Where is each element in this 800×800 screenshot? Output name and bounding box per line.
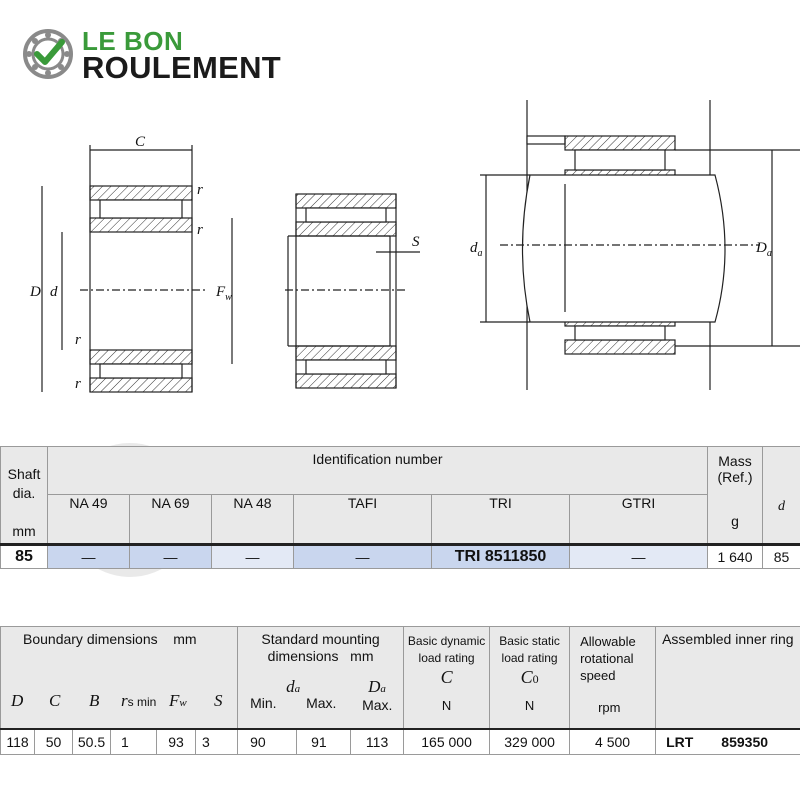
brand-line1: LE BON bbox=[82, 26, 184, 56]
sym-Fw: Fw bbox=[169, 691, 187, 710]
inner-ring-value: LRT 859350 bbox=[656, 729, 800, 755]
mass-value: 1 640 bbox=[708, 545, 763, 569]
series-tri-header: TRI bbox=[432, 495, 570, 545]
sym-Da: Da bbox=[368, 677, 386, 696]
dim-label-D: D bbox=[30, 284, 41, 300]
series-gtri-header: GTRI bbox=[570, 495, 708, 545]
shaft-dia-value: 85 bbox=[1, 545, 48, 569]
dim-label-r-1: r bbox=[197, 182, 203, 198]
sym-D: D bbox=[11, 691, 24, 710]
bearing-check-icon bbox=[22, 28, 74, 80]
Fw-value: 93 bbox=[157, 729, 196, 755]
bore-d-header: d bbox=[763, 447, 800, 545]
sym-B: B bbox=[89, 691, 100, 710]
dim-label-r-4: r bbox=[75, 376, 81, 392]
dimensions-table bbox=[0, 626, 800, 755]
dim-label-d: d bbox=[50, 284, 58, 300]
table-row bbox=[1, 729, 800, 755]
dim-label-r-3: r bbox=[75, 332, 81, 348]
dim-label-S: S bbox=[412, 234, 420, 250]
bore-d-value: 85 bbox=[763, 545, 800, 569]
Da-max-label: Max. bbox=[362, 697, 393, 713]
D-value: 118 bbox=[1, 729, 35, 755]
speed-header: Allowable rotational speed rpm bbox=[570, 627, 656, 729]
dynamic-load-header: Basic dynamic load rating C N bbox=[404, 627, 490, 729]
na69-value: — bbox=[130, 545, 212, 569]
Da-max-value: 113 bbox=[351, 729, 404, 755]
na49-value: — bbox=[48, 545, 130, 569]
dim-label-da: $d_a$ bbox=[470, 240, 483, 259]
series-na69-header: NA 69 bbox=[130, 495, 212, 545]
r-value: 1 bbox=[111, 729, 157, 755]
na48-value: — bbox=[212, 545, 294, 569]
sym-C: C bbox=[49, 691, 61, 710]
dim-label-Fw: $F_w$ bbox=[216, 284, 232, 303]
da-min-label: Min. bbox=[250, 695, 277, 711]
da-max-value: 91 bbox=[297, 729, 351, 755]
series-tafi-header: TAFI bbox=[294, 495, 432, 545]
inner-ring-header: Assembled inner ring bbox=[656, 627, 800, 729]
bearing-section-left bbox=[80, 186, 205, 392]
sym-da: da bbox=[286, 677, 301, 696]
bearing-section-middle bbox=[285, 194, 420, 388]
dynamic-load-value: 165 000 bbox=[404, 729, 490, 755]
tafi-value: — bbox=[294, 545, 432, 569]
bearing-assembly-right bbox=[480, 100, 800, 390]
dim-label-r-2: r bbox=[197, 222, 203, 238]
shaft-dia-header: Shaft dia. mm bbox=[1, 447, 48, 545]
series-na48-header: NA 48 bbox=[212, 495, 294, 545]
static-load-header: Basic static load rating C0 N bbox=[490, 627, 570, 729]
sym-r: rs min bbox=[121, 691, 157, 710]
boundary-dimensions-header: Boundary dimensions mm D C B rs min Fw S bbox=[1, 627, 238, 729]
mounting-dimensions-header: Standard mounting dimensions mm da Min. Max. Da Max. bbox=[238, 627, 404, 729]
speed-value: 4 500 bbox=[570, 729, 656, 755]
dim-label-Da: $D_a$ bbox=[756, 240, 772, 259]
da-max-label: Max. bbox=[306, 695, 337, 711]
brand-line2: ROULEMENT bbox=[82, 50, 282, 85]
dim-label-C: C bbox=[135, 134, 146, 150]
identification-number-header: Identification number bbox=[48, 447, 708, 495]
sym-S: S bbox=[214, 691, 223, 710]
bearing-technical-drawing bbox=[0, 95, 800, 415]
C-value: 50 bbox=[35, 729, 73, 755]
gtri-value: — bbox=[570, 545, 708, 569]
S-value: 3 bbox=[196, 729, 238, 755]
series-na49-header: NA 49 bbox=[48, 495, 130, 545]
static-load-value: 329 000 bbox=[490, 729, 570, 755]
tri-value: TRI 8511850 bbox=[432, 545, 570, 569]
table-row bbox=[1, 545, 800, 569]
da-min-value: 90 bbox=[238, 729, 297, 755]
identification-table bbox=[0, 446, 800, 569]
brand-logo bbox=[22, 26, 302, 86]
mass-header: Mass (Ref.) g bbox=[708, 447, 763, 545]
B-value: 50.5 bbox=[73, 729, 111, 755]
